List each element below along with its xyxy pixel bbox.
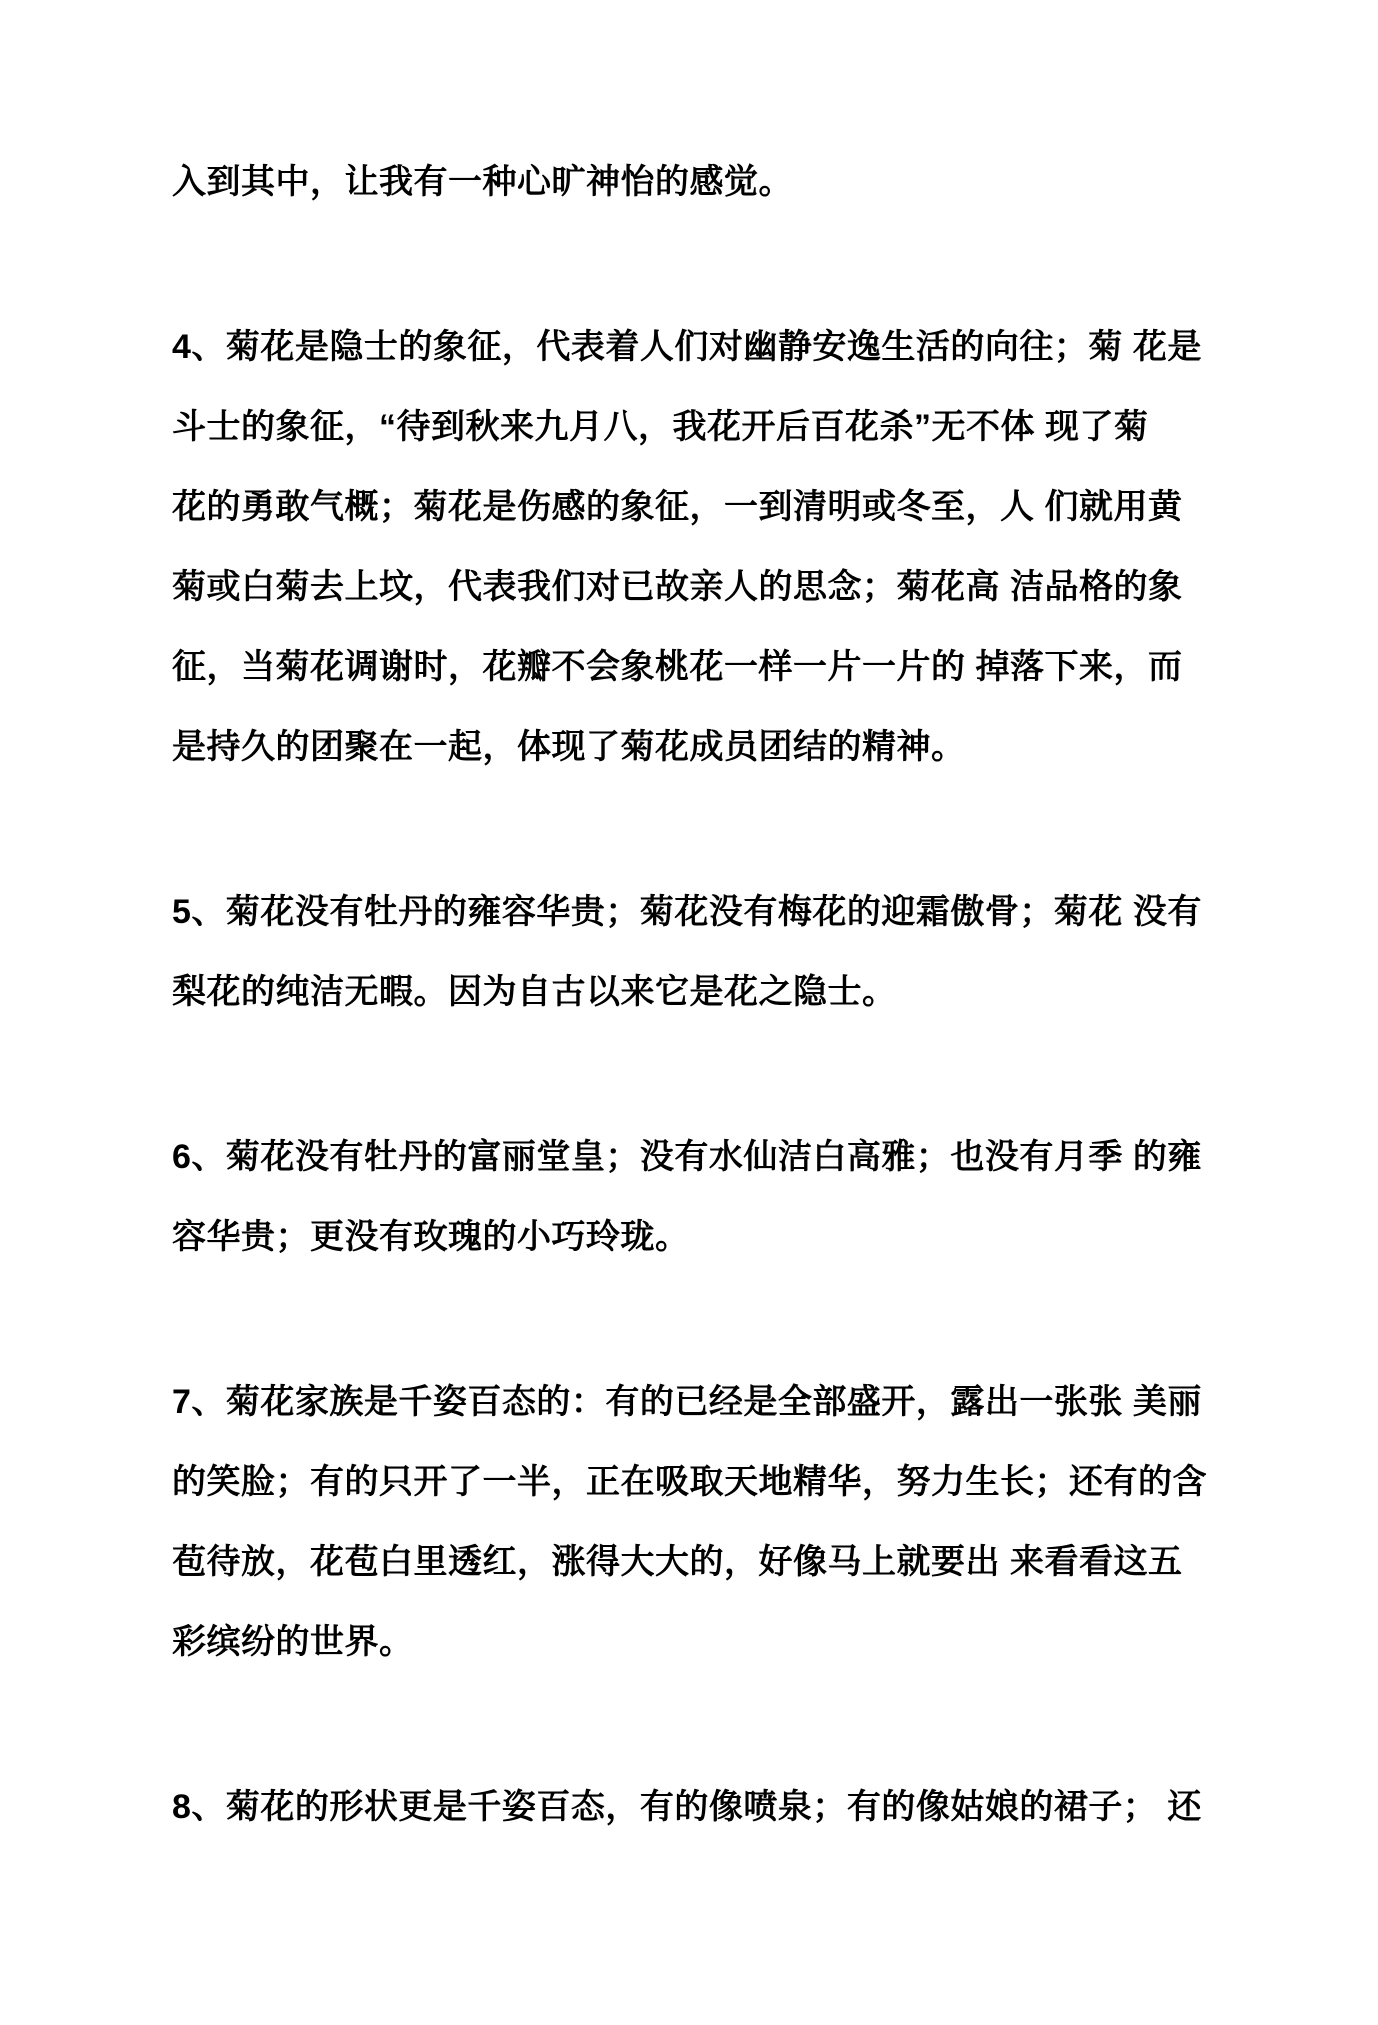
paragraph-item-7 bbox=[172, 1362, 1218, 1682]
text-line: 7、菊花家族是千姿百态的：有的已经是全部盛开，露出一张张 美丽 bbox=[172, 1383, 1202, 1421]
text-line: 容华贵；更没有玫瑰的小巧玲珑。 bbox=[172, 1218, 690, 1256]
text-line: 征，当菊花调谢时，花瓣不会象桃花一样一片一片的 掉落下来，而 bbox=[172, 648, 1183, 686]
text-line: 8、菊花的形状更是千姿百态，有的像喷泉；有的像姑娘的裙子； 还 bbox=[172, 1788, 1202, 1826]
text-line: 彩缤纷的世界。 bbox=[172, 1623, 414, 1661]
paragraph-item-8 bbox=[172, 1767, 1218, 1847]
text-line: 是持久的团聚在一起，体现了菊花成员团结的精神。 bbox=[172, 728, 966, 766]
paragraph-continuation bbox=[172, 142, 1218, 222]
text-line: 的笑脸；有的只开了一半，正在吸取天地精华，努力生长；还有的含 bbox=[172, 1463, 1207, 1501]
paragraph-item-6 bbox=[172, 1117, 1218, 1277]
paragraph-item-4 bbox=[172, 307, 1218, 787]
text-line: 入到其中，让我有一种心旷神怡的感觉。 bbox=[172, 163, 793, 201]
text-line: 4、菊花是隐士的象征，代表着人们对幽静安逸生活的向往；菊 花是 bbox=[172, 328, 1202, 366]
text-line: 6、菊花没有牡丹的富丽堂皇；没有水仙洁白高雅；也没有月季 的雍 bbox=[172, 1138, 1202, 1176]
text-line: 梨花的纯洁无暇。因为自古以来它是花之隐士。 bbox=[172, 973, 897, 1011]
text-line: 花的勇敢气概；菊花是伤感的象征，一到清明或冬至，人 们就用黄 bbox=[172, 488, 1183, 526]
text-line: 菊或白菊去上坟，代表我们对已故亲人的思念；菊花高 洁品格的象 bbox=[172, 568, 1183, 606]
paragraph-item-5 bbox=[172, 872, 1218, 1032]
text-line: 斗士的象征，“待到秋来九月八，我花开后百花杀”无不体 现了菊 bbox=[172, 408, 1149, 446]
text-line: 苞待放，花苞白里透红，涨得大大的，好像马上就要出 来看看这五 bbox=[172, 1543, 1183, 1581]
text-line: 5、菊花没有牡丹的雍容华贵；菊花没有梅花的迎霜傲骨；菊花 没有 bbox=[172, 893, 1202, 931]
